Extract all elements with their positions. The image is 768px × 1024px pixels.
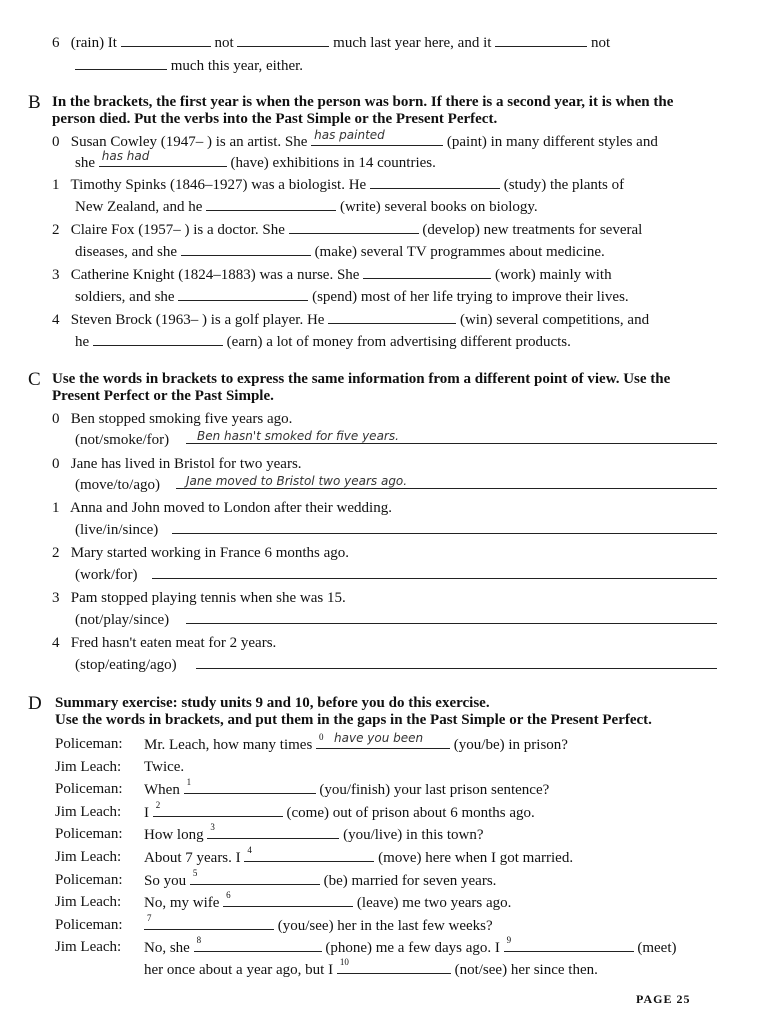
dialogue-text: her once about a year ago, but I — [144, 962, 334, 978]
dialogue-line — [144, 890, 512, 912]
dialogue-text: (you/finish) your last prison sentence? — [319, 782, 550, 798]
item-text: Timothy Spinks (1846–1927) was a biologist. He — [70, 177, 367, 193]
b-item-1 — [52, 175, 624, 194]
item-text: (study) the plants of — [503, 177, 625, 193]
answer-blank[interactable] — [178, 287, 308, 301]
dialogue-text: Twice. — [144, 759, 185, 775]
gap-number: 0 — [319, 732, 324, 742]
dialogue-text: (not/see) her since then. — [454, 962, 598, 978]
gap-number: 9 — [506, 935, 512, 945]
item-text: Claire Fox (1957– ) is a doctor. She — [70, 222, 285, 238]
answer-blank[interactable] — [289, 220, 419, 234]
section-letter-b: B — [28, 92, 41, 113]
dialogue-text: (come) out of prison about 6 months ago. — [286, 805, 535, 821]
dialogue-text: When — [144, 782, 180, 798]
dialogue-line — [144, 868, 497, 890]
speaker-label: Jim Leach: — [55, 849, 122, 865]
item-text: much last year here, and it — [333, 35, 492, 51]
item-number: 3 — [52, 267, 60, 283]
item-number: 2 — [52, 545, 60, 561]
answer-line[interactable] — [152, 578, 717, 579]
item-text: Steven Brock (1963– ) is a golf player. He — [70, 312, 325, 328]
c-item-4 — [52, 634, 276, 652]
item-text: (have) exhibitions in 14 countries. — [230, 155, 436, 171]
speaker-label: Policeman: — [55, 736, 123, 752]
c-prompt: (not/smoke/for) — [75, 432, 170, 448]
item-sentence: Ben stopped smoking five years ago. — [70, 411, 293, 427]
speaker-label: Policeman: — [55, 826, 123, 842]
item-number: 4 — [52, 635, 60, 651]
item-text: he — [75, 334, 90, 350]
gap-number: 4 — [247, 845, 252, 855]
item-text: not — [590, 35, 611, 51]
answer-blank[interactable] — [144, 913, 274, 930]
item-text: (win) several competitions, and — [459, 312, 650, 328]
item-text: (work) mainly with — [494, 267, 612, 283]
speaker-label: Jim Leach: — [55, 939, 122, 955]
answer-blank[interactable] — [244, 845, 374, 862]
answer-blank[interactable] — [206, 197, 336, 211]
item-number: 4 — [52, 312, 60, 328]
dialogue-text: (phone) me a few days ago. I — [325, 940, 500, 956]
section-b-instructions: In the brackets, the first year is when the person was born. If there is a second year, it is when the — [52, 94, 674, 110]
item-sentence: Mary started working in France 6 months ago. — [70, 545, 350, 561]
item-sentence: Pam stopped playing tennis when she was 15. — [70, 590, 346, 606]
item-number: 3 — [52, 590, 60, 606]
item-text: she — [75, 155, 95, 171]
answer-blank[interactable] — [223, 890, 353, 907]
answer-line[interactable] — [196, 668, 717, 669]
item-text: not — [214, 35, 234, 51]
dialogue-line — [144, 777, 550, 799]
item-number: 2 — [52, 222, 60, 238]
handwritten-answer: Jane moved to Bristol two years ago. — [186, 474, 408, 488]
dialogue-line — [144, 822, 484, 844]
answer-blank[interactable] — [316, 731, 450, 749]
item-text: (rain) It — [70, 35, 117, 51]
section-d-instructions: Summary exercise: study units 9 and 10, before you do this exercise. — [55, 695, 490, 711]
answer-blank[interactable] — [337, 957, 451, 974]
answer-blank[interactable] — [99, 149, 227, 167]
item-text: much this year, either. — [170, 58, 304, 74]
answer-line[interactable] — [176, 488, 717, 489]
gap-number: 3 — [210, 822, 215, 832]
item-number: 1 — [52, 177, 60, 193]
answer-blank[interactable] — [207, 822, 339, 839]
b-item-1-cont — [75, 197, 538, 216]
dialogue-text: How long — [144, 827, 204, 843]
dialogue-line — [144, 800, 535, 822]
b-item-2 — [52, 220, 642, 239]
section-letter-d: D — [28, 693, 42, 714]
dialogue-text: (you/be) in prison? — [453, 737, 568, 753]
item-6-line2 — [75, 56, 303, 75]
dialogue-text: I — [144, 805, 149, 821]
speaker-label: Jim Leach: — [55, 894, 122, 910]
dialogue-text: (leave) me two years ago. — [356, 895, 512, 911]
dialogue-text: About 7 years. I — [144, 850, 241, 866]
page-number: PAGE 25 — [636, 992, 691, 1006]
b-item-3-cont — [75, 287, 629, 306]
handwritten-answer: Ben hasn't smoked for five years. — [197, 429, 399, 443]
dialogue-text: No, my wife — [144, 895, 220, 911]
gap-number: 2 — [155, 800, 161, 810]
answer-line[interactable] — [186, 443, 717, 444]
item-text: diseases, and she — [75, 244, 178, 260]
section-c-instructions-2: Present Perfect or the Past Simple. — [52, 388, 274, 404]
item-text: soldiers, and she — [75, 289, 175, 305]
handwritten-answer: has had — [101, 149, 150, 163]
handwritten-answer: have you been — [334, 731, 424, 745]
section-c-instructions: Use the words in brackets to express the same information from a different point of view. Use the — [52, 371, 671, 387]
item-text: New Zealand, and he — [75, 199, 203, 215]
item-number: 0 — [52, 411, 60, 427]
b-item-0-cont — [75, 149, 436, 172]
dialogue-text: (be) married for seven years. — [323, 873, 497, 889]
c-prompt: (move/to/ago) — [75, 477, 160, 493]
dialogue-text: (move) here when I got married. — [378, 850, 574, 866]
answer-line[interactable] — [172, 533, 717, 534]
c-prompt: (work/for) — [75, 567, 138, 583]
gap-number: 1 — [186, 777, 192, 787]
item-number: 1 — [52, 500, 60, 516]
item-text: (spend) most of her life trying to improve their lives. — [312, 289, 629, 305]
item-text: (write) several books on biology. — [339, 199, 538, 215]
speaker-label: Policeman: — [55, 917, 123, 933]
section-letter-c: C — [28, 369, 41, 390]
speaker-label: Jim Leach: — [55, 759, 122, 775]
answer-blank[interactable] — [237, 33, 329, 47]
answer-blank[interactable] — [121, 33, 211, 47]
item-sentence: Fred hasn't eaten meat for 2 years. — [70, 635, 277, 651]
dialogue-line — [144, 957, 598, 979]
answer-blank[interactable] — [75, 56, 167, 70]
item-number: 0 — [52, 134, 60, 150]
dialogue-line — [144, 845, 574, 867]
c-prompt: (not/play/since) — [75, 612, 170, 628]
item-text: (make) several TV programmes about medicine. — [314, 244, 605, 260]
b-item-4-cont — [75, 332, 571, 351]
item-text: (paint) in many different styles and — [446, 134, 658, 150]
answer-blank[interactable] — [181, 242, 311, 256]
section-d-instructions-2: Use the words in brackets, and put them in the gaps in the Past Simple or the Present Perfect. — [55, 712, 652, 728]
item-sentence: Anna and John moved to London after their wedding. — [69, 500, 392, 516]
gap-number: 5 — [192, 868, 198, 878]
dialogue-line — [144, 935, 677, 957]
answer-blank[interactable] — [311, 128, 443, 146]
c-prompt: (stop/eating/ago) — [75, 657, 177, 673]
answer-line[interactable] — [186, 623, 717, 624]
item-number: 6 — [52, 35, 60, 51]
answer-blank[interactable] — [93, 332, 223, 346]
dialogue-text: (meet) — [637, 940, 677, 956]
dialogue-line — [144, 758, 184, 776]
gap-number: 7 — [147, 913, 152, 923]
item-text: Susan Cowley (1947– ) is an artist. She — [70, 134, 308, 150]
b-item-2-cont — [75, 242, 605, 261]
section-b-instructions-2: person died. Put the verbs into the Past Simple or the Present Perfect. — [52, 111, 498, 127]
c-item-0b — [52, 455, 302, 473]
dialogue-text: So you — [144, 873, 187, 889]
speaker-label: Policeman: — [55, 872, 123, 888]
item-text: (develop) new treatments for several — [422, 222, 643, 238]
handwritten-answer: has painted — [314, 128, 385, 142]
c-item-3 — [52, 589, 346, 607]
speaker-label: Jim Leach: — [55, 804, 122, 820]
dialogue-line — [144, 731, 568, 754]
dialogue-text: (you/see) her in the last few weeks? — [277, 918, 493, 934]
speaker-label: Policeman: — [55, 781, 123, 797]
b-item-4 — [52, 310, 649, 329]
answer-blank[interactable] — [363, 265, 491, 279]
gap-number: 10 — [339, 957, 349, 967]
dialogue-text: No, she — [144, 940, 190, 956]
answer-blank[interactable] — [194, 935, 322, 952]
c-item-1 — [52, 499, 392, 517]
answer-blank[interactable] — [495, 33, 587, 47]
answer-blank[interactable] — [184, 777, 316, 794]
c-item-2 — [52, 544, 349, 562]
dialogue-text: Mr. Leach, how many times — [144, 737, 313, 753]
b-item-3 — [52, 265, 612, 284]
answer-blank[interactable] — [328, 310, 456, 324]
c-item-0a — [52, 410, 292, 428]
item-number: 0 — [52, 456, 60, 472]
item-text: Catherine Knight (1824–1883) was a nurse. She — [70, 267, 360, 283]
answer-blank[interactable] — [370, 175, 500, 189]
gap-number: 6 — [226, 890, 231, 900]
item-sentence: Jane has lived in Bristol for two years. — [70, 456, 302, 472]
gap-number: 8 — [196, 935, 202, 945]
c-prompt: (live/in/since) — [75, 522, 159, 538]
answer-blank[interactable] — [190, 868, 320, 885]
item-text: (earn) a lot of money from advertising different products. — [226, 334, 571, 350]
dialogue-text: (you/live) in this town? — [343, 827, 484, 843]
answer-blank[interactable] — [153, 800, 283, 817]
answer-blank[interactable] — [504, 935, 634, 952]
item-6-line1 — [52, 33, 610, 52]
